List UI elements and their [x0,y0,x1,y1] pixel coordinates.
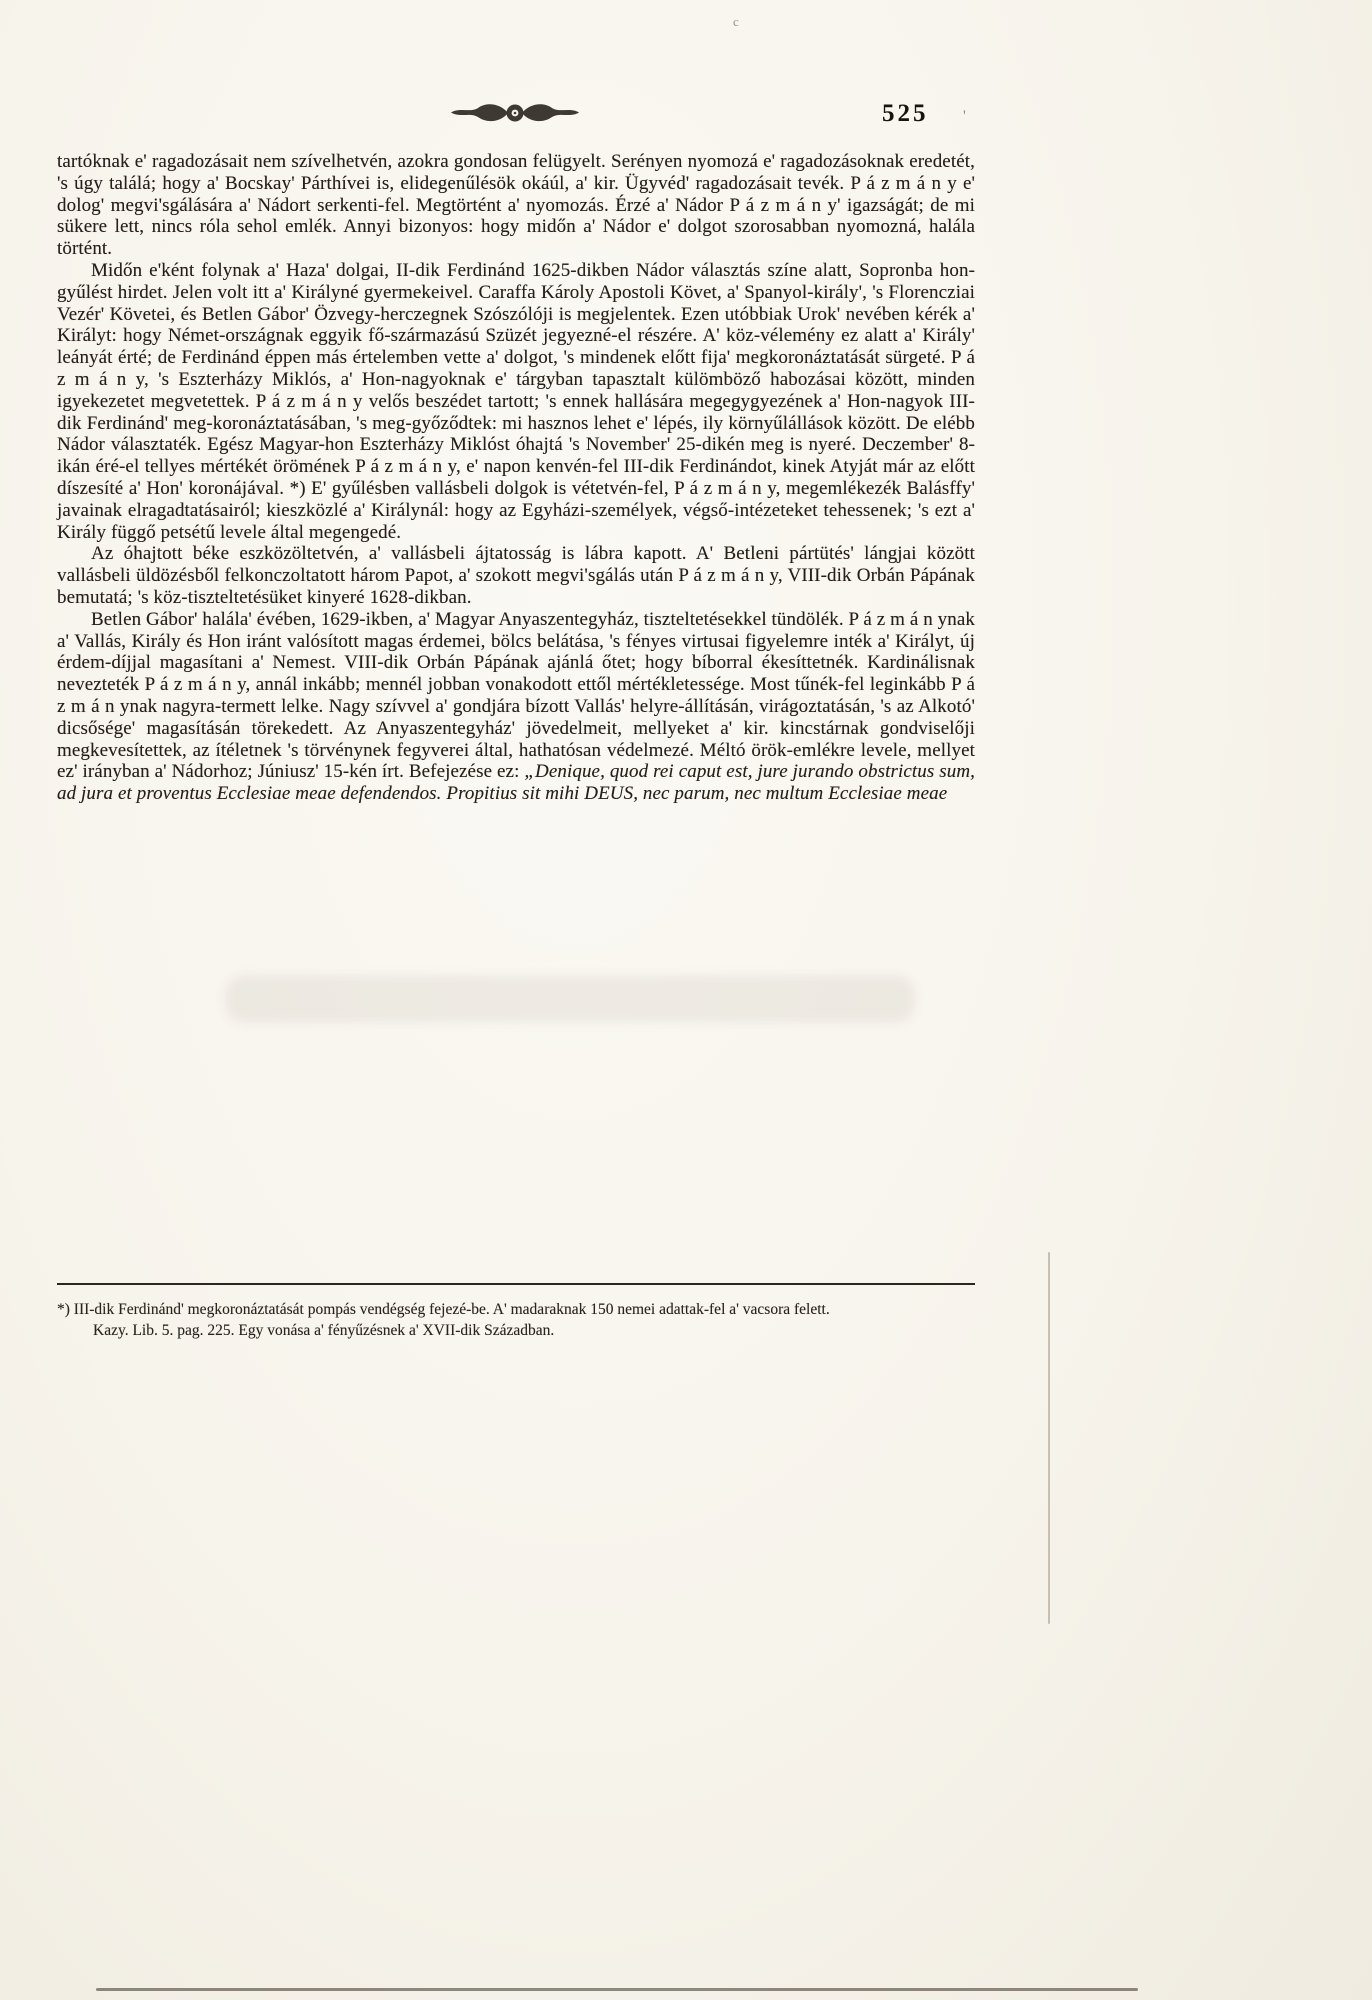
paragraph-4-text: Betlen Gábor' halála' évében, 1629-ikben, a' Magyar Anyaszentegyház, tiszteltetésekkel tündölék. P á z m á n ynak a' Vallás, Király és Hon iránt valósított magas érdemei, bölcs belátása, 's fényes virtusai figyelemre inték a' Királyt, új érdem-díjjal magasítani a' Nemest. VIII-dik Orbán Pápának ajánlá őtet; hogy bíborral ékesíttetnék. Kardinálisnak nevezteték P á z m á n y, annál inkább; mennél jobban vonakodott ettől mértékletessége. Most tűnék-fel leginkább P á z m á n ynak nagyra-termett lelke. Nagy szívvel a' gondjára bízott Vallás' helyre-állításán, virágoztatásán, 's az Alkotó' dicsősége' magasításán törekedett. Az Anyaszentegyház' jövedelmeit, mellyeket a' kir. kincstárnak gondviselőji megkevesítettek, az ítéletnek 's törvénynek fegyverei által, hathatósan védelmezé. Méltó örök-emlékre levele, mellyet ez' irányban a' Nádorhoz; Júniusz' 15-kén írt. Befejezése ez: [57,608,976,783]
scan-artifact-bottom-edge [96,1988,1138,1991]
body-text [57,151,975,805]
fleuron-ornament-icon [447,99,583,127]
scan-artifact-speck: ' [963,108,966,125]
footnote-line-2: Kazy. Lib. 5. pag. 225. Egy vonása a' fényűzésnek a' XVII-dik Században. [93,1322,555,1339]
footnote-separator-rule [57,1283,975,1285]
scan-artifact-ink-smudge [225,975,915,1023]
latin-quote: „Denique, quod rei caput est, jure jurando obstrictus sum, ad jura et proventus Ecclesiae meae defendendos. Propitius sit mihi DEUS, nec parum, nec multum Ecclesiae meae [57,761,975,805]
scan-artifact-top-mark: c [733,14,739,29]
paragraph-3: Az óhajtott béke eszközöltetvén, a' vallásbeli ájtatosság is lábra kapott. A' Betleni pártütés' lángjai között vallásbeli üldözésből felkonczoltatott három Papot, a' szokott megvi'sgálás után P á z m á n y, VIII-dik Orbán Pápának bemutatá; 's köz-tiszteltetésüket kinyeré 1628-dikban. [57,543,975,608]
page-number: 525 [882,100,929,127]
paragraph-4 [57,609,975,805]
paragraph-2: Midőn e'ként folynak a' Haza' dolgai, II-dik Ferdinánd 1625-dikben Nádor választás színe alatt, Sopronba hon-gyűlést hirdet. Jelen volt itt a' Királyné gyermekeivel. Caraffa Károly Apostoli Követ, a' Spanyol-király', 's Florencziai Vezér' Követei, és Betlen Gábor' Özvegy-herczegnek Szószólóji is megjelentek. Ezen utóbbiak Urok' nevében kérék a' Királyt: hogy Német-országnak eggyik fő-származású Szüzét jegyezné-el részére. A' köz-vélemény ez alatt a' Király' leányát érté; de Ferdinánd éppen más értelemben vette a' dolgot, 's mindenek előtt fija' megkoronáztatását sürgeté. P á z m á n y, 's Eszterházy Miklós, a' Hon-nagyoknak e' tárgyban tapasztalt külömböző habozásai között, minden igyekezetet megvetettek. P á z m á n y velős beszédet tartott; 's ennek hallására megegygyezének a' Hon-nagyok III-dik Ferdinánd' meg-koronáztatásában, 's meg-győződtek: mi hasznos lehet e' lépés, ily környűlállások között. De elébb Nádor választaték. Egész Magyar-hon Eszterházy Miklóst óhajtá 's November' 25-dikén meg is nyeré. Deczember' 8-ikán éré-el tellyes mértékét örömének P á z m á n y, e' napon kenvén-fel III-dik Ferdinándot, kinek Atyját már az előtt díszesíté a' Hon' koronájával. *) E' gyűlésben vallásbeli dolgok is vétetvén-fel, P á z m á n y, megemlékezék Balásffy' javainak elragadtatásairól; kieszközlé a' Királynál: hogy az Egyházi-személyek, végső-intézeteket tehessenek; 's ezt a' Király függő petsétű levele által megengedé. [57,259,975,543]
scan-artifact-vertical-line [1048,1252,1050,1624]
fleuron-ornament-svg [447,99,583,127]
footnote-line-1: *) III-dik Ferdinánd' megkoronáztatását pompás vendégség fejezé-be. A' madaraknak 150 nemei adattak-fel a' vacsora felett. [57,1301,830,1318]
paragraph-1: tartóknak e' ragadozásait nem szívelhetvén, azokra gondosan felügyelt. Serényen nyomozá e' ragadozásoknak eredetét, 's úgy találá; hogy a' Bocskay' Párthívei is, elidegenűlésök okáúl, a' kir. Ügyvéd' ragadozásait tevék. P á z m á n y e' dolog' megvi'sgálására a' Nádort serkenti-fel. Megtörtént a' nyomozás. Érzé a' Nádor P á z m á n y' igazságát; de mi sükere lett, nincs róla sehol emlék. Annyi bizonyos: hogy midőn a' Nádor e' dolgot szorosabban nyomozná, halála történt. [57,151,975,260]
footnote [57,1299,975,1341]
